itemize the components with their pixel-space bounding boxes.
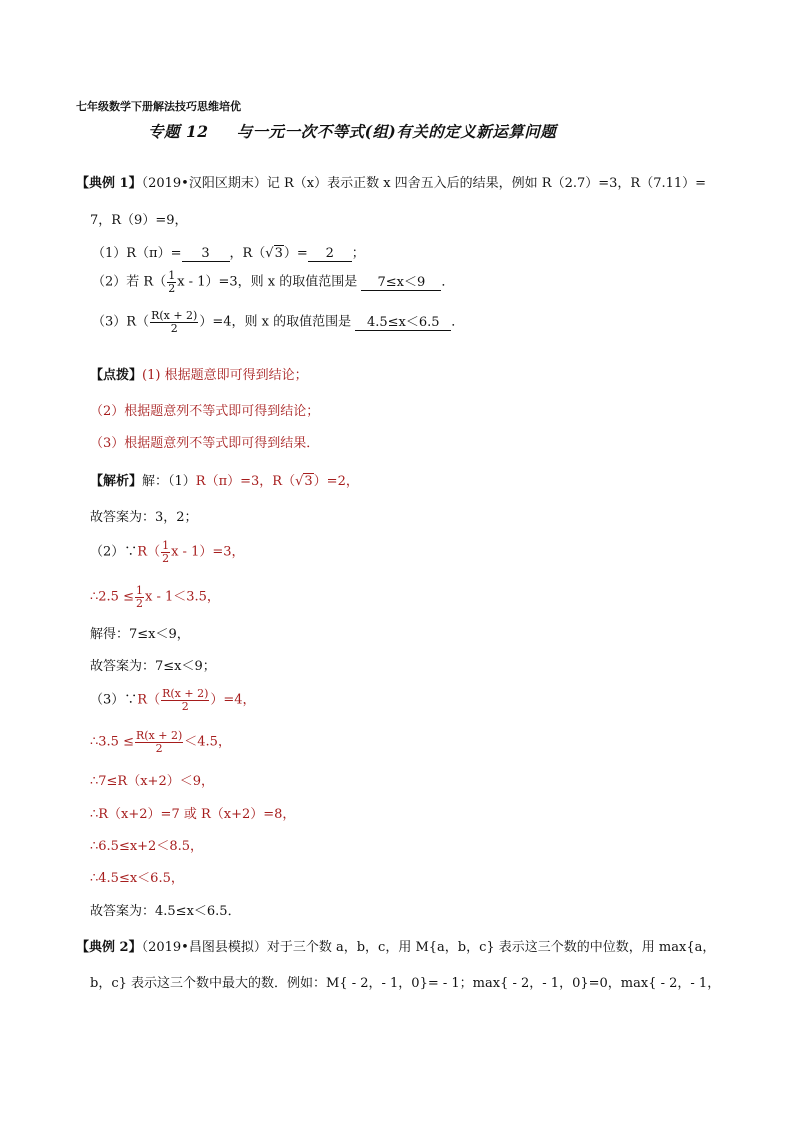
solution-step3: ∴2.5 ≤ $\frac{1}{2}$ x - 1＜3.5， <box>90 584 220 610</box>
fraction: $\frac{1}{2}$ <box>168 269 176 295</box>
solution-step8: ∴R（x+2）=7 或 R（x+2）=8， <box>90 807 296 822</box>
doc-header: 七年级数学下册解法技巧思维培优 <box>76 100 241 113</box>
hint-line2: （2）根据题意列不等式即可得到结论； <box>90 404 320 419</box>
solution-step9: ∴6.5≤x+2＜8.5， <box>90 839 204 854</box>
q2-answer: 7≤x＜9 <box>361 271 441 291</box>
ex1-q3: （3）R（ $\frac{R(x + 2)}{2}$ ）=4，则 x 的取值范围是 4.5≤x＜6.5 ． <box>92 309 465 335</box>
ex2-label: 【典例 2】 <box>76 940 142 955</box>
solution-label: 【解析】 <box>90 474 143 489</box>
solution-step10: ∴4.5≤x＜6.5， <box>90 871 184 886</box>
solution-step7: ∴7≤R（x+2）＜9， <box>90 774 214 789</box>
solution-step5: （3）∵R（ $\frac{R(x + 2)}{2}$ ）=4， <box>90 687 256 713</box>
answer1: 故答案为：3，2； <box>90 510 198 525</box>
q3-answer: 4.5≤x＜6.5 <box>355 311 451 331</box>
q1-answer2: 2 <box>308 246 352 262</box>
ex1-line1: 【典例 1】（2019•汉阳区期末）记 R（x）表示正数 x 四舍五入后的结果，例如 R（2.7）=3，R（7.11）= <box>76 176 707 191</box>
hint-label: 【点拨】 <box>90 368 143 383</box>
answer3: 故答案为：4.5≤x＜6.5． <box>90 904 241 919</box>
fraction: $\frac{R(x + 2)}{2}$ <box>162 687 209 713</box>
ex1-q2: （2）若 R（ $\frac{1}{2}$ x - 1）=3，则 x 的取值范围是 7≤x＜9 ． <box>92 269 455 295</box>
sqrt-symbol: √3 <box>295 474 313 489</box>
solution-step6: ∴3.5 ≤ $\frac{R(x + 2)}{2}$ ＜4.5， <box>90 729 231 755</box>
title-number: 12 <box>186 122 209 141</box>
fraction: $\frac{1}{2}$ <box>135 584 143 610</box>
hint-line3: （3）根据题意列不等式即可得到结果． <box>90 436 320 451</box>
solution-step4: 解得：7≤x＜9， <box>90 627 190 642</box>
page-title <box>148 120 556 142</box>
solution-line1: 【解析】解：（1）R（π）=3，R（√3）=2， <box>90 474 359 489</box>
sqrt-symbol: √3 <box>265 246 283 261</box>
ex1-line2: 7，R（9）=9， <box>90 213 188 228</box>
hint-line1: 【点拨】(1) 根据题意即可得到结论； <box>90 368 308 383</box>
ex2-line2: b，c} 表示这三个数中最大的数．例如：M{ - 2，- 1，0}= - 1；max{ - 2，- 1，0}=0，max{ - 2，- 1， <box>90 976 721 991</box>
title-text: 与一元一次不等式(组)有关的定义新运算问题 <box>236 122 557 141</box>
answer2: 故答案为：7≤x＜9； <box>90 659 216 674</box>
fraction: $\frac{R(x + 2)}{2}$ <box>151 309 198 335</box>
ex2-line1: 【典例 2】（2019•昌图县模拟）对于三个数 a，b，c，用 M{a，b，c} 表示这三个数的中位数，用 max{a， <box>76 940 716 955</box>
ex1-q1: （1）R（π）= 3 ，R（√3）= 2 ； <box>92 246 365 261</box>
title-prefix: 专题 <box>148 122 181 141</box>
fraction: $\frac{1}{2}$ <box>162 539 170 565</box>
fraction: $\frac{R(x + 2)}{2}$ <box>135 729 183 755</box>
ex1-label: 【典例 1】 <box>76 176 142 191</box>
solution-step2: （2）∵R（ $\frac{1}{2}$ x - 1）=3， <box>90 539 245 565</box>
q1-answer1: 3 <box>182 246 230 262</box>
